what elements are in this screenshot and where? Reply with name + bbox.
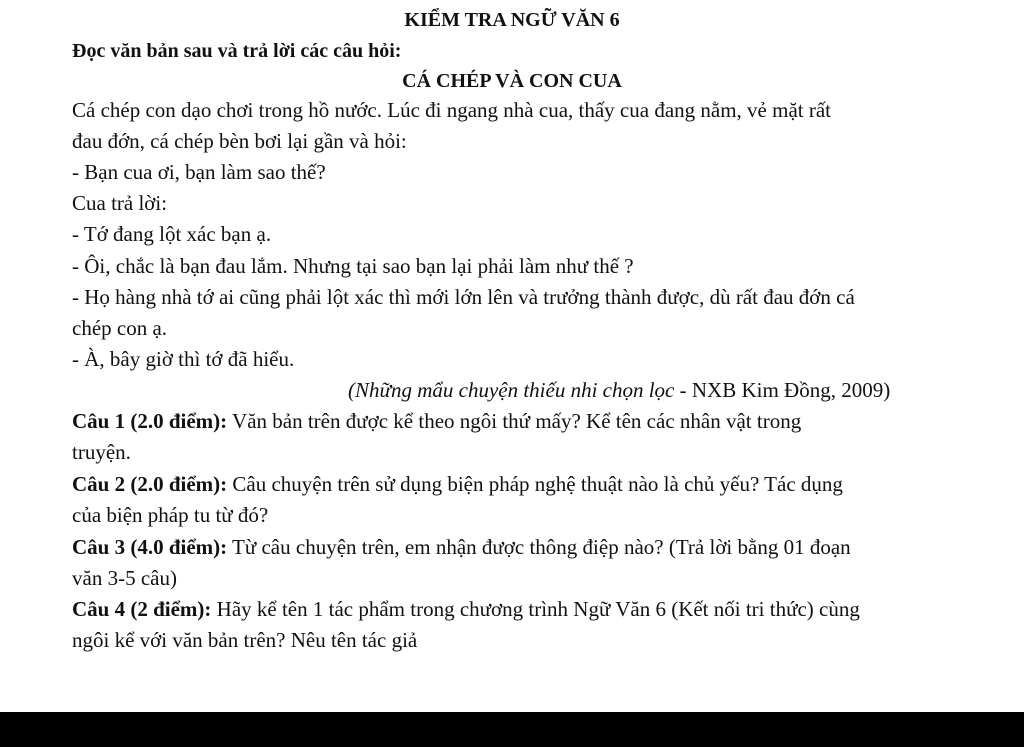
story-line: Cua trả lời: xyxy=(72,191,168,215)
story-line: - Tớ đang lột xác bạn ạ. xyxy=(72,222,272,246)
question-4 xyxy=(72,596,860,622)
question-3-continued: văn 3-5 câu) xyxy=(72,566,177,590)
source-publisher: - NXB Kim Đồng, 2009) xyxy=(674,378,891,402)
question-label: Câu 1 (2.0 điểm): xyxy=(72,409,228,433)
question-1-continued: truyện. xyxy=(72,440,131,464)
story-line: đau đớn, cá chép bèn bơi lại gần và hỏi: xyxy=(72,129,407,153)
question-label: Câu 2 (2.0 điểm): xyxy=(72,472,228,496)
story-line: chép con ạ. xyxy=(72,316,168,340)
story-line: - À, bây giờ thì tớ đã hiểu. xyxy=(72,347,295,371)
question-1 xyxy=(72,408,801,434)
question-label: Câu 3 (4.0 điểm): xyxy=(72,535,228,559)
question-text: Câu chuyện trên sử dụng biện pháp nghệ thuật nào là chủ yếu? Tác dụng xyxy=(227,472,843,496)
exam-instruction: Đọc văn bản sau và trả lời các câu hỏi: xyxy=(72,40,402,62)
question-4-continued: ngôi kể với văn bản trên? Nêu tên tác giả xyxy=(72,628,418,652)
question-text: Hãy kể tên 1 tác phẩm trong chương trình Ngữ Văn 6 (Kết nối tri thức) cùng xyxy=(211,597,860,621)
bottom-black-bar xyxy=(0,712,1024,747)
question-text: Từ câu chuyện trên, em nhận được thông điệp nào? (Trả lời bằng 01 đoạn xyxy=(227,535,851,559)
story-title: CÁ CHÉP VÀ CON CUA xyxy=(402,70,622,92)
source-book-title: (Những mẩu chuyện thiếu nhi chọn lọc xyxy=(348,378,675,402)
exam-title: KIỂM TRA NGỮ VĂN 6 xyxy=(404,9,620,31)
question-label: Câu 4 (2 điểm): xyxy=(72,597,212,621)
question-text: Văn bản trên được kể theo ngôi thứ mấy? Kể tên các nhân vật trong xyxy=(227,409,802,433)
story-line: - Bạn cua ơi, bạn làm sao thế? xyxy=(72,160,326,184)
source-citation xyxy=(348,377,890,403)
question-2 xyxy=(72,471,843,497)
question-3 xyxy=(72,534,851,560)
story-line: - Ôi, chắc là bạn đau lắm. Nhưng tại sao bạn lại phải làm như thế ? xyxy=(72,254,634,278)
story-line: - Họ hàng nhà tớ ai cũng phải lột xác thì mới lớn lên và trưởng thành được, dù rất đau đớn cá xyxy=(72,285,855,309)
story-line: Cá chép con dạo chơi trong hồ nước. Lúc đi ngang nhà cua, thấy cua đang nằm, vẻ mặt rất xyxy=(72,98,832,122)
question-2-continued: của biện pháp tu từ đó? xyxy=(72,503,269,527)
